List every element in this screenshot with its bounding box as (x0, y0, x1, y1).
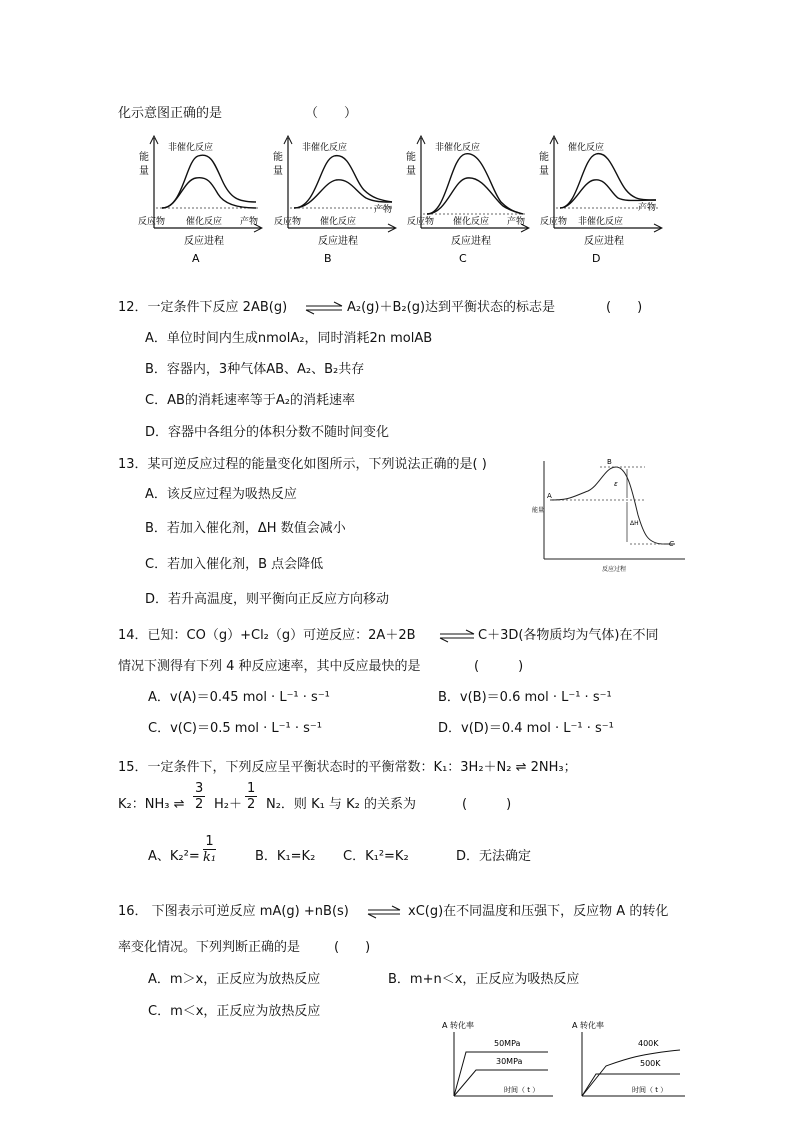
q16-temperature-graph (568, 1018, 690, 1104)
q11-lower-curve (427, 178, 523, 214)
q16-stem-part1: 16． 下图表示可逆反应 mA(g) +nB(s) (118, 904, 349, 919)
q16-fig2-hi-label: 400K (638, 1039, 659, 1048)
q11-xlabel: 反应进程 (318, 236, 358, 247)
q14-option-c: C．v(C)＝0.5 mol · L⁻¹ · s⁻¹ (148, 721, 322, 736)
equilibrium-arrow-icon (438, 629, 476, 643)
q13-xlabel: 反应过程 (602, 566, 627, 573)
q11-energy-graph-a (138, 128, 263, 270)
q15-h2: H₂＋ (214, 797, 242, 812)
q16-fig2-xlabel: 时间（ t ） (632, 1086, 668, 1094)
q16-fig1-xlabel: 时间（ t ） (504, 1086, 540, 1094)
q11-graph-letter: B (324, 252, 332, 265)
q11-xlabel: 反应进程 (584, 236, 624, 247)
q16-pressure-graph (438, 1018, 558, 1104)
q12-stem-part2: A₂(g)＋B₂(g)达到平衡状态的标志是 (347, 300, 556, 315)
q11-ylabel-top: 能 (539, 152, 549, 163)
q11-product-label: 产物 (374, 205, 393, 215)
q11-lower-curve-label: 非催化反应 (578, 217, 624, 227)
q11-stem: 化示意图正确的是 (118, 106, 223, 121)
equilibrium-arrow-icon (304, 301, 344, 315)
q11-lower-curve (162, 178, 256, 208)
q11-xlabel: 反应进程 (451, 236, 491, 247)
q13-point-c: C (669, 540, 674, 548)
q11-upper-curve-label: 非催化反应 (302, 143, 348, 153)
q15-stem: 15．一定条件下，下列反应呈平衡状态时的平衡常数：K₁：3H₂＋N₂ ⇌ 2NH₃； (118, 760, 577, 775)
q11-answer-paren: （ ） (305, 106, 358, 121)
q11-reactant-label: 反应物 (274, 217, 302, 227)
q11-upper-curve (427, 154, 523, 214)
q13-point-b: B (607, 458, 612, 466)
q11-product-label: 产物 (507, 217, 526, 227)
q15-option-c: C．K₁²=K₂ (343, 849, 409, 864)
q15-answer-paren: ( ) (462, 797, 512, 812)
q11-graph-letter: C (459, 252, 467, 265)
q11-lower-curve-label: 催化反应 (320, 217, 357, 227)
q16-stem-part2: xC(g)在不同温度和压强下，反应物 A 的转化 (408, 904, 669, 919)
q16-answer-paren: ( ) (334, 940, 371, 955)
q11-reactant-label: 反应物 (407, 217, 435, 227)
q14-answer-paren: ( ) (474, 659, 524, 674)
q11-xlabel: 反应进程 (184, 236, 224, 247)
q11-ylabel-top: 能 (273, 152, 283, 163)
q14-stem-part2: C＋3D(各物质均为气体)在不同 (478, 628, 659, 643)
q14-stem-line2: 情况下测得有下列 4 种反应速率，其中反应最快的是 (118, 659, 421, 674)
q16-stem-line2: 率变化情况。下列判断正确的是 (118, 940, 301, 955)
q13-option-d: D．若升高温度，则平衡向正反应方向移动 (145, 592, 390, 607)
q11-ylabel-bottom: 量 (406, 166, 416, 177)
q12-option-b: B．容器内，3种气体AB、A₂、B₂共存 (145, 362, 365, 377)
q13-option-b: B．若加入催化剂，ΔH 数值会减小 (145, 521, 346, 536)
q11-upper-curve-label: 催化反应 (568, 143, 605, 153)
q11-upper-curve-label: 非催化反应 (168, 143, 214, 153)
q16-fig2-ylabel: A 转化率 (572, 1021, 605, 1030)
q13-energy-curve (550, 467, 675, 544)
q14-option-b: B．v(B)＝0.6 mol · L⁻¹ · s⁻¹ (438, 690, 612, 705)
q16-fig1-lo-label: 30MPa (496, 1057, 523, 1066)
q14-option-d: D．v(D)＝0.4 mol · L⁻¹ · s⁻¹ (438, 721, 614, 736)
q16-option-a: A．m＞x，正反应为放热反应 (148, 972, 321, 987)
q11-graph-letter: A (192, 252, 200, 265)
q15-fraction-three-halves: $\frac{3}{2}$ (195, 781, 204, 812)
q14-option-a: A．v(A)＝0.45 mol · L⁻¹ · s⁻¹ (148, 690, 330, 705)
q11-lower-curve (294, 180, 392, 208)
q16-fig1-hi-label: 50MPa (494, 1039, 521, 1048)
q11-energy-graph-b (272, 128, 397, 270)
q12-stem-part1: 12．一定条件下反应 2AB(g) (118, 300, 288, 315)
q11-ylabel-top: 能 (406, 152, 416, 163)
q11-upper-curve (294, 156, 392, 208)
q11-reactant-label: 反应物 (138, 217, 166, 227)
q13-delta-h: ΔH (630, 520, 639, 527)
q15-fraction-one-half: $\frac{1}{2}$ (247, 781, 256, 812)
q11-ylabel-bottom: 量 (139, 166, 149, 177)
q15-option-d: D．无法确定 (456, 849, 532, 864)
q15-k2-expression: K₂：NH₃ ⇌ (118, 797, 185, 812)
q15-n2-relation: N₂．则 K₁ 与 K₂ 的关系为 (266, 797, 416, 812)
q13-ylabel: 能量 (532, 507, 545, 514)
q12-answer-paren: ( ) (606, 300, 643, 315)
q16-option-b: B．m+n＜x，正反应为吸热反应 (388, 972, 580, 987)
equilibrium-arrow-icon (366, 905, 402, 919)
q11-product-label: 产物 (638, 203, 657, 213)
q15-option-a-fraction: $\frac{1}{\text{k₁}}$ (203, 834, 217, 865)
q12-option-a: A．单位时间内生成nmolA₂，同时消耗2n molAB (145, 331, 433, 346)
q11-ylabel-bottom: 量 (273, 166, 283, 177)
q13-epsilon: ε (614, 480, 618, 488)
q11-reactant-label: 反应物 (540, 217, 568, 227)
q11-lower-curve-label: 催化反应 (186, 217, 223, 227)
q11-graph-letter: D (592, 252, 601, 265)
q11-ylabel-top: 能 (139, 152, 149, 163)
q13-energy-diagram (530, 455, 690, 575)
q14-stem-part1: 14．已知：CO（g）+Cl₂（g）可逆反应：2A＋2B (118, 628, 416, 643)
q13-stem: 13．某可逆反应过程的能量变化如图所示，下列说法正确的是( ) (118, 457, 487, 472)
q15-option-a-prefix: A、K₂²= (148, 849, 200, 864)
q16-fig1-ylabel: A 转化率 (442, 1021, 475, 1030)
q11-energy-graph-d (538, 128, 663, 270)
q11-energy-graph-c (405, 128, 530, 270)
q12-option-d: D．容器中各组分的体积分数不随时间变化 (145, 425, 390, 440)
q13-point-a: A (547, 492, 552, 500)
q13-option-a: A．该反应过程为吸热反应 (145, 487, 297, 502)
q11-product-label: 产物 (240, 217, 259, 227)
q16-option-c: C．m＜x，正反应为放热反应 (148, 1004, 321, 1019)
q11-ylabel-bottom: 量 (539, 166, 549, 177)
q13-option-c: C．若加入催化剂，B 点会降低 (145, 557, 324, 572)
q16-fig2-lo-label: 500K (640, 1059, 661, 1068)
q11-upper-curve-label: 非催化反应 (435, 143, 481, 153)
q12-option-c: C．AB的消耗速率等于A₂的消耗速率 (145, 393, 355, 408)
q11-lower-curve-label: 催化反应 (453, 217, 490, 227)
q15-option-b: B．K₁=K₂ (255, 849, 316, 864)
